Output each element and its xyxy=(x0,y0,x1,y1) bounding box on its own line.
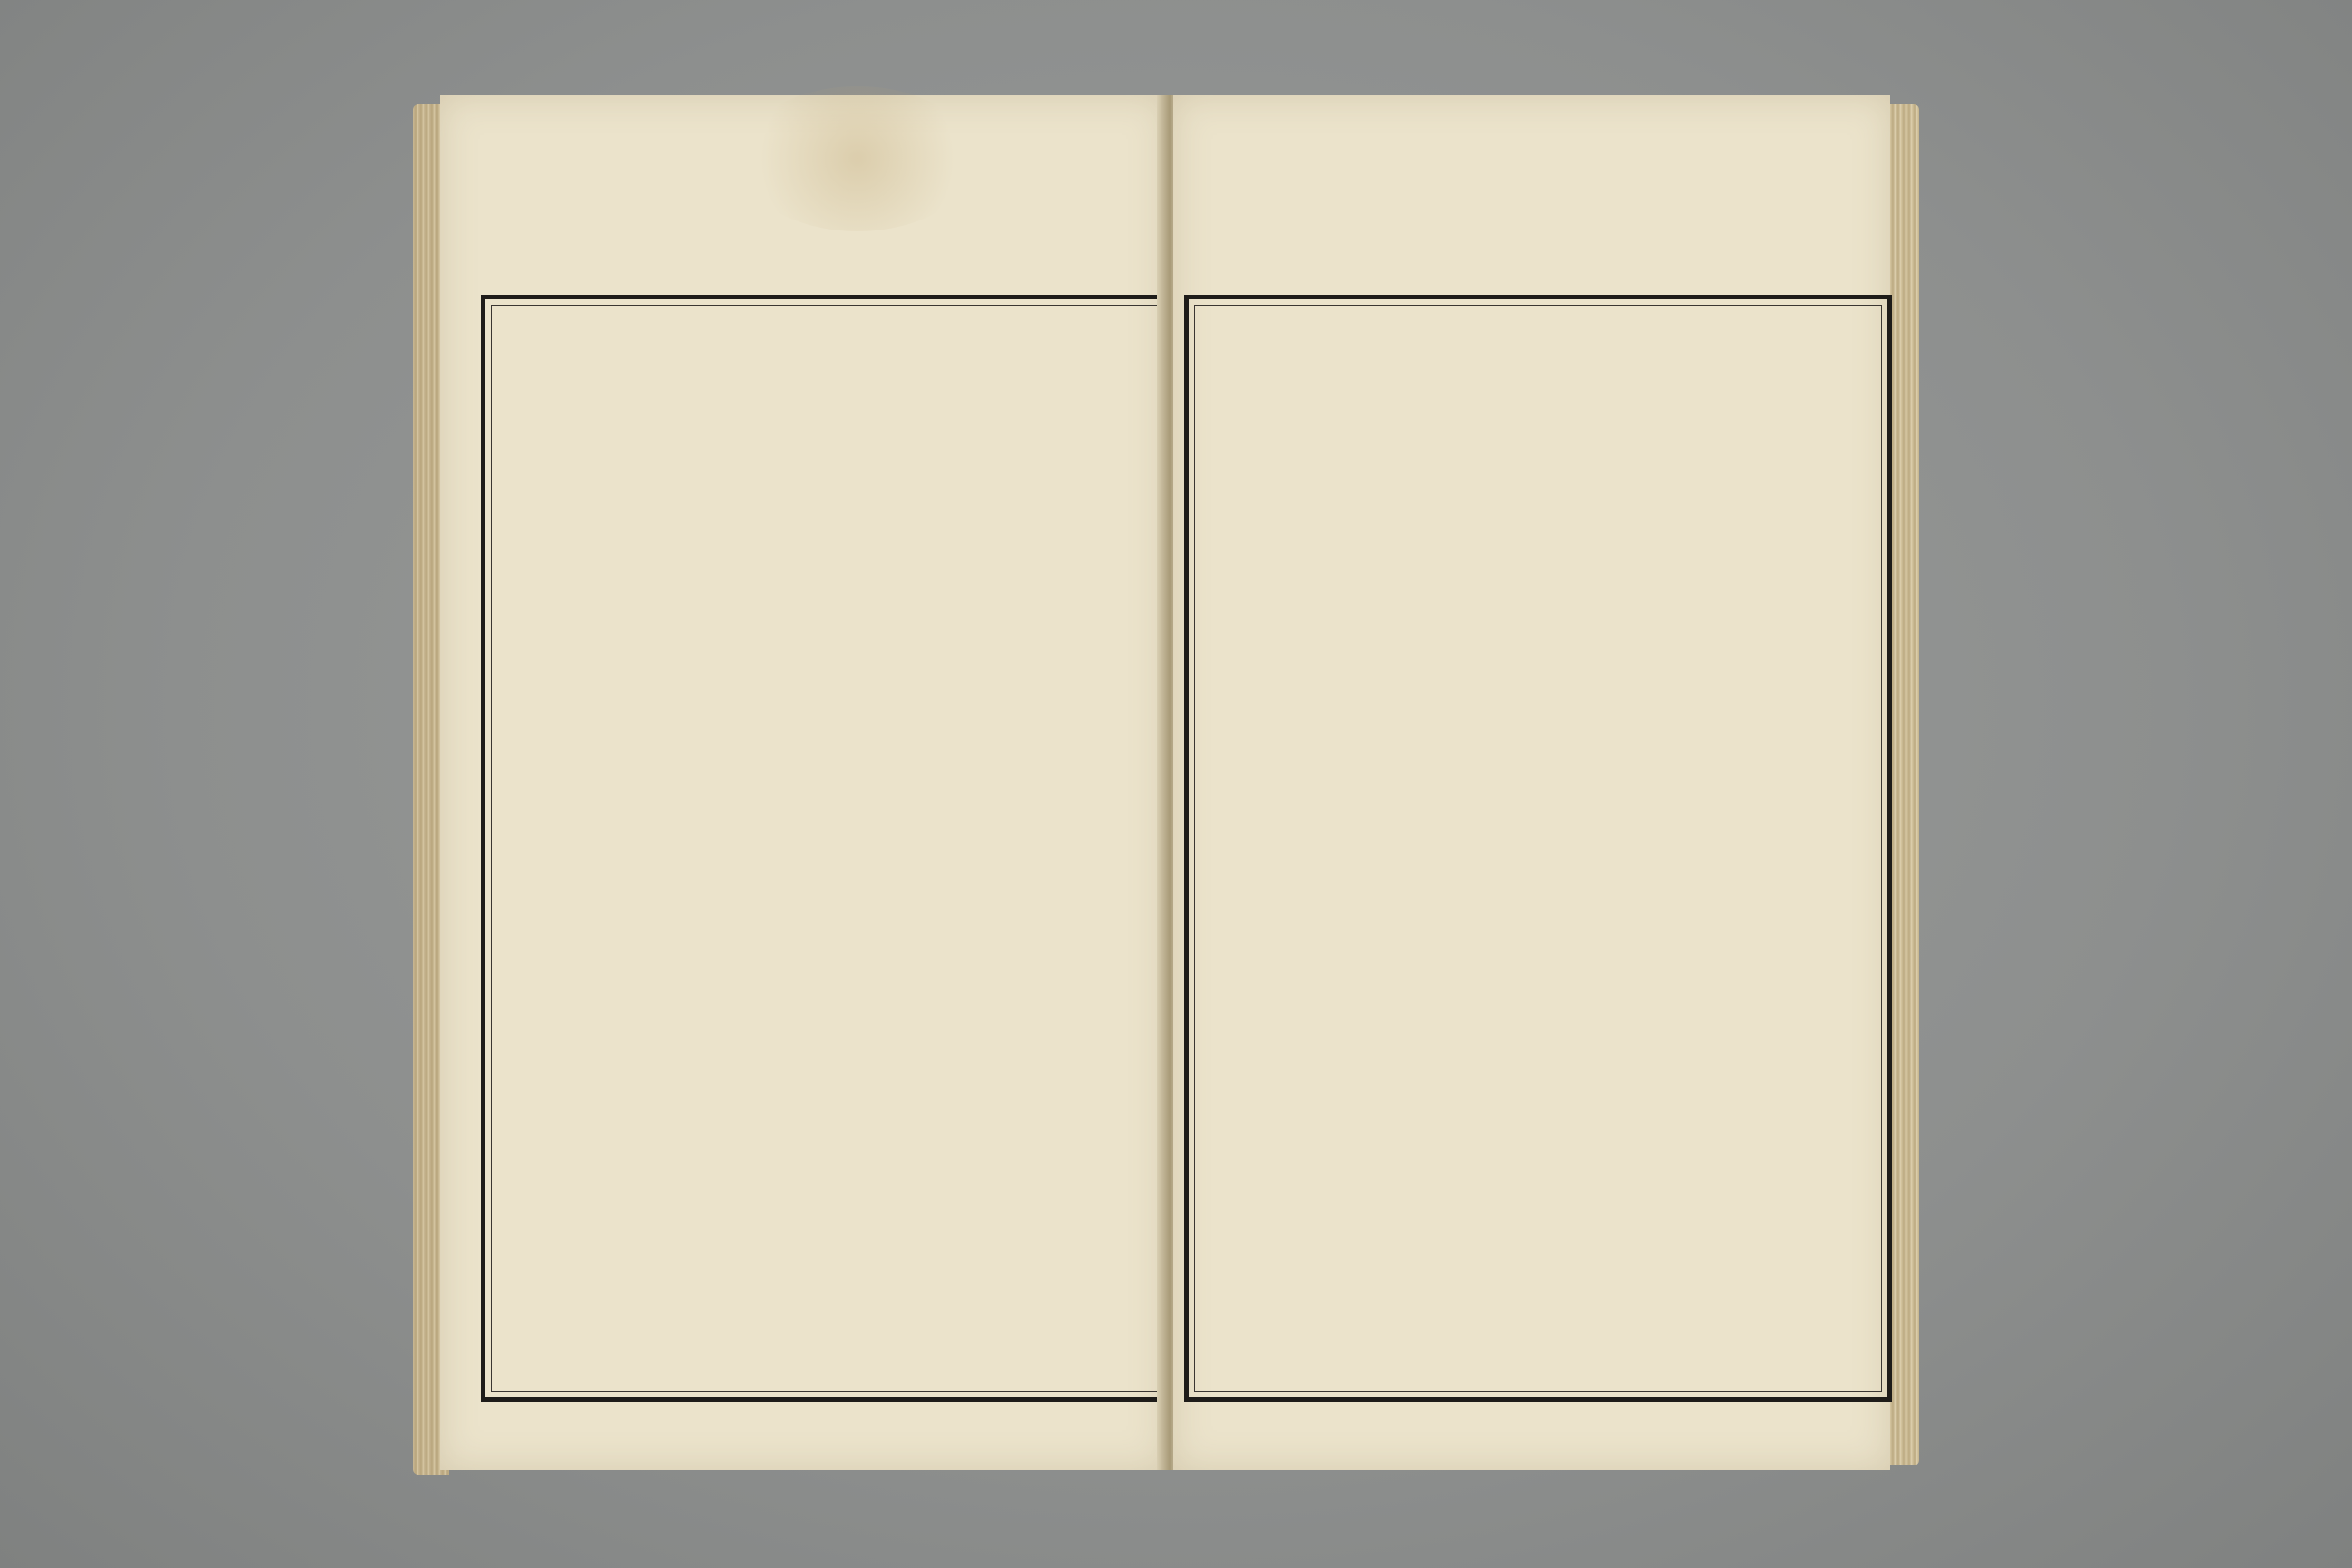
right-page-text xyxy=(1207,327,1869,1370)
right-printed-frame xyxy=(1184,295,1892,1402)
right-page xyxy=(1173,95,1890,1470)
open-woodblock-book xyxy=(413,86,1919,1475)
left-page-text xyxy=(504,327,1157,1370)
left-page xyxy=(440,95,1166,1470)
water-stain xyxy=(740,86,975,231)
left-printed-frame xyxy=(481,295,1180,1402)
